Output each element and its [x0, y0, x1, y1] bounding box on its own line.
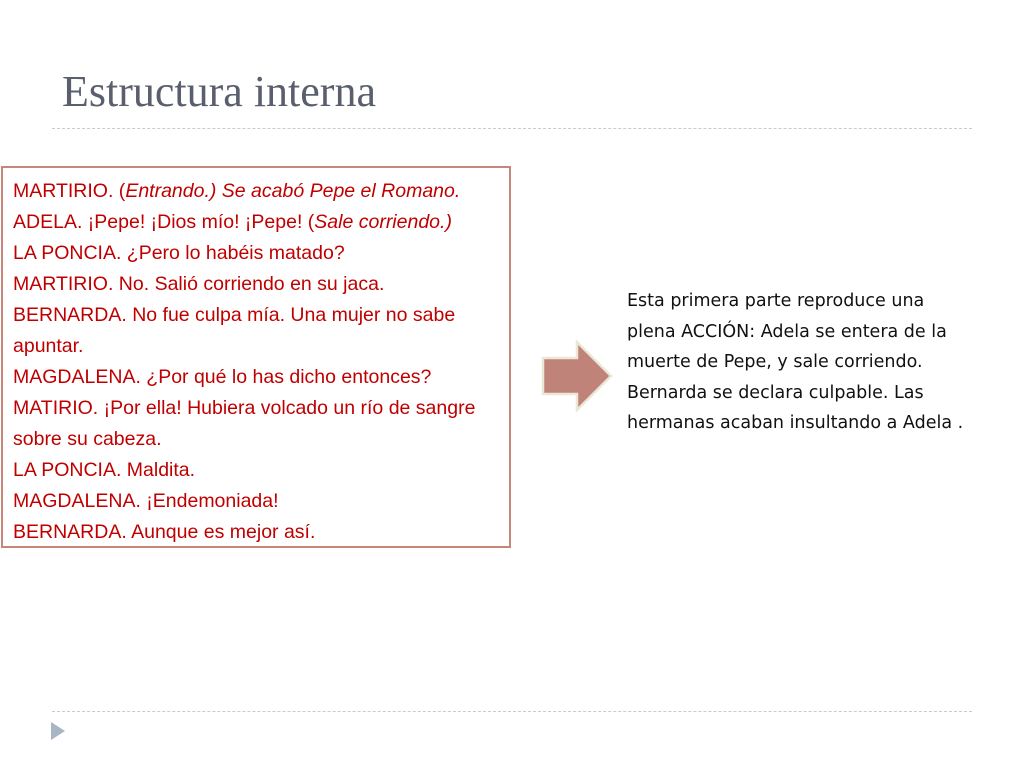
dialogue-line-3: LA PONCIA. ¿Pero lo habéis matado?	[13, 242, 345, 264]
dialogue-line-10: BERNARDA. Aunque es mejor así.	[13, 521, 316, 543]
dialogue-line-6: MAGDALENA. ¿Por qué lo has dicho entonces?	[13, 366, 432, 388]
stage-direction: Sale corriendo.)	[314, 211, 452, 233]
slide-title: Estructura interna	[62, 67, 376, 116]
play-triangle-icon[interactable]	[50, 721, 66, 741]
stage-direction: Entrando.) Se acabó Pepe el Romano.	[125, 180, 461, 202]
right-arrow-icon	[541, 340, 613, 412]
dialogue-line-7: MATIRIO. ¡Por ella! Hubiera volcado un río de sangre sobre su cabeza.	[13, 397, 476, 450]
top-divider	[52, 128, 972, 129]
bottom-divider	[52, 711, 972, 712]
dialogue-line-1	[13, 176, 501, 207]
dialogue-box	[1, 166, 511, 548]
summary-text: Esta primera parte reproduce una plena ACCIÓN: Adela se entera de la muerte de Pepe, y sale corriendo. Bernarda se declara culpable. Las hermanas acaban insultando a Adela .	[627, 291, 964, 434]
dialogue-speaker: ADELA. ¡Pepe! ¡Dios mío! ¡Pepe! (	[13, 211, 315, 233]
dialogue-line-8: LA PONCIA. Maldita.	[13, 459, 196, 481]
dialogue-line-2	[13, 207, 501, 238]
dialogue-line-4: MARTIRIO. No. Salió corriendo en su jaca.	[13, 273, 385, 295]
dialogue-line-5: BERNARDA. No fue culpa mía. Una mujer no sabe apuntar.	[13, 304, 456, 357]
dialogue-speaker: MARTIRIO. (	[13, 180, 126, 202]
dialogue-line-9: MAGDALENA. ¡Endemoniada!	[13, 490, 279, 512]
